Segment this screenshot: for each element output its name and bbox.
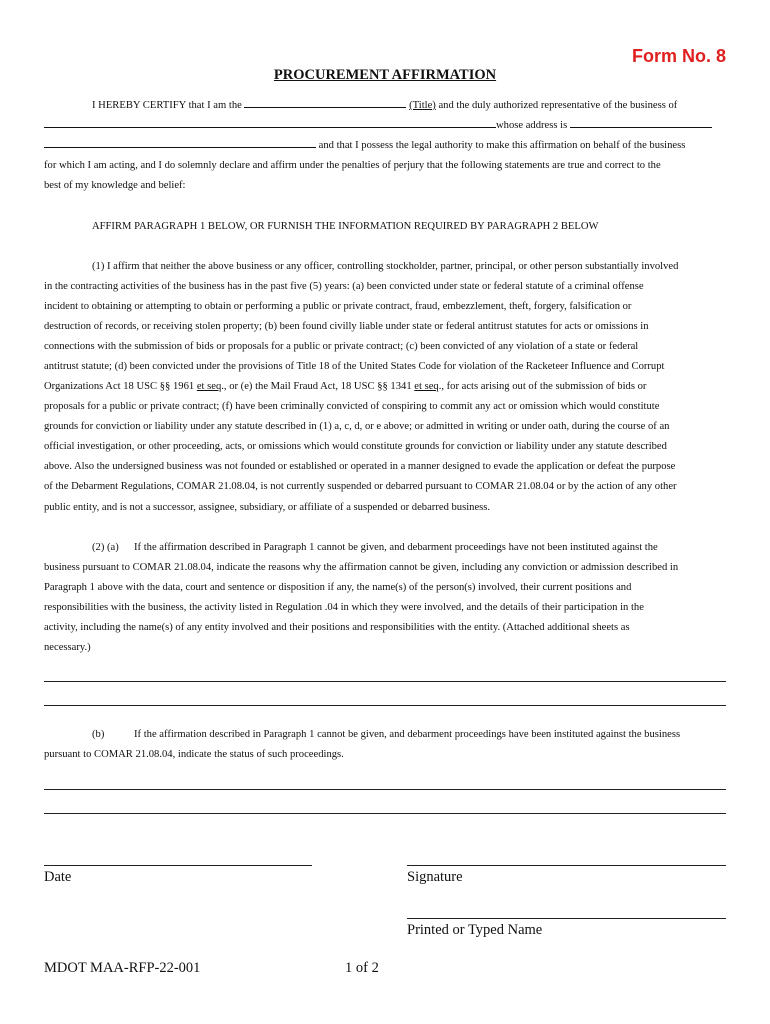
business-name-field[interactable] — [44, 116, 496, 128]
para2b-line: If the affirmation described in Paragraph 1 cannot be given, and debarment proceedings have been instituted against the business — [134, 729, 681, 740]
para1-line: public entity, and is not a successor, assignee, subsidiary, or affiliate of a suspended or debarred business. — [44, 502, 491, 513]
para1-line: connections with the submission of bids or proposals for a public or private contract; (c) been convicted of any violation of a state or federal — [44, 341, 639, 352]
footer-doc-id: MDOT MAA-RFP-22-001 — [44, 960, 201, 976]
para2a-line: Paragraph 1 above with the data, court and sentence or disposition if any, the name(s) of the person(s) involved, their current positions and — [44, 582, 632, 593]
para2a-line: activity, including the name(s) of any entity involved and their positions and responsibilities with the entity. (Attached additional sheets as — [44, 622, 630, 633]
para2a-label: (2) (a) — [92, 542, 119, 553]
para1-line: antitrust statute; (d) been convicted under the provisions of Title 18 of the United States Code for violation of the Racketeer Influence and Corrupt — [44, 361, 665, 372]
response-line-2b-1[interactable] — [44, 789, 726, 790]
intro-line-3 — [44, 136, 685, 156]
para1-line: grounds for conviction or liability under any statute described in (1) a, c, d, or e above; or admitted in writing or under oath, during the course of an — [44, 421, 670, 432]
para2b-line: pursuant to COMAR 21.08.04, indicate the status of such proceedings. — [44, 749, 344, 760]
para1-line: (1) I affirm that neither the above business or any officer, controlling stockholder, partner, principal, or other person substantially involved — [92, 261, 679, 272]
intro-line-5: best of my knowledge and belief: — [44, 180, 186, 191]
response-line-2b-2[interactable] — [44, 813, 726, 814]
title-label: (Title) — [409, 100, 436, 111]
intro-line-1 — [92, 96, 677, 116]
printed-name-label: Printed or Typed Name — [407, 922, 543, 938]
response-line-2a-1[interactable] — [44, 681, 726, 682]
signature-line[interactable] — [407, 865, 726, 866]
intro-text: and the duly authorized representative of the business of — [438, 100, 678, 111]
intro-line-2 — [44, 116, 712, 136]
para1-line: of the Debarment Regulations, COMAR 21.08.04, is not currently suspended or debarred pursuant to COMAR 21.08.04 or by the action of any other — [44, 481, 677, 492]
para2a-line: If the affirmation described in Paragraph 1 cannot be given, and debarment proceedings have not been instituted against the — [134, 542, 658, 553]
date-line[interactable] — [44, 865, 312, 866]
intro-line-4: for which I am acting, and I do solemnly declare and affirm under the penalties of perjury that the following statements are true and correct to the — [44, 160, 661, 171]
page-title: PROCUREMENT AFFIRMATION — [273, 67, 497, 83]
signature-label: Signature — [407, 869, 463, 885]
intro-text: whose address is — [496, 120, 568, 131]
printed-name-line[interactable] — [407, 918, 726, 919]
response-line-2a-2[interactable] — [44, 705, 726, 706]
title-field[interactable] — [244, 96, 406, 108]
para1-line: official investigation, or other proceeding, acts, or omissions which would constitute grounds for conviction or liability under any statute described — [44, 441, 667, 452]
para1-line: incident to obtaining or attempting to obtain or performing a public or private contract, fraud, embezzlement, theft, forgery, falsification or — [44, 301, 632, 312]
para2a-line: responsibilities with the business, the activity listed in Regulation .04 in which they were involved, and the details of their participation in the — [44, 602, 644, 613]
para1-line: above. Also the undersigned business was not founded or established or operated in a manner designed to evade the application or defeat the purpose — [44, 461, 676, 472]
intro-text: and that I possess the legal authority to make this affirmation on behalf of the business — [318, 140, 686, 151]
para2a-line: necessary.) — [44, 642, 91, 653]
date-label: Date — [44, 869, 72, 885]
address-field-cont[interactable] — [44, 136, 316, 148]
para2a-line: business pursuant to COMAR 21.08.04, indicate the reasons why the affirmation cannot be given, including any conviction or admission described in — [44, 562, 679, 573]
form-number: Form No. 8 — [631, 46, 726, 66]
affirm-instruction: AFFIRM PARAGRAPH 1 BELOW, OR FURNISH THE INFORMATION REQUIRED BY PARAGRAPH 2 BELOW — [92, 221, 599, 232]
footer-page-number: 1 of 2 — [345, 960, 379, 976]
intro-text: I HEREBY CERTIFY that I am the — [92, 100, 242, 111]
address-field[interactable] — [570, 116, 712, 128]
para2b-label: (b) — [92, 729, 105, 740]
para1-line: Organizations Act 18 USC §§ 1961 et seq., or (e) the Mail Fraud Act, 18 USC §§ 1341 et seq., for acts arising out of the submission of bids or — [44, 381, 647, 392]
para1-line: proposals for a public or private contract; (f) have been criminally convicted of conspiring to commit any act or omission which would constitute — [44, 401, 660, 412]
para1-line: destruction of records, or receiving stolen property; (b) been found civilly liable under state or federal antitrust statutes for acts or omissions in — [44, 321, 649, 332]
para1-line: in the contracting activities of the business has in the past five (5) years: (a) been convicted under state or federal statute of a criminal offense — [44, 281, 644, 292]
